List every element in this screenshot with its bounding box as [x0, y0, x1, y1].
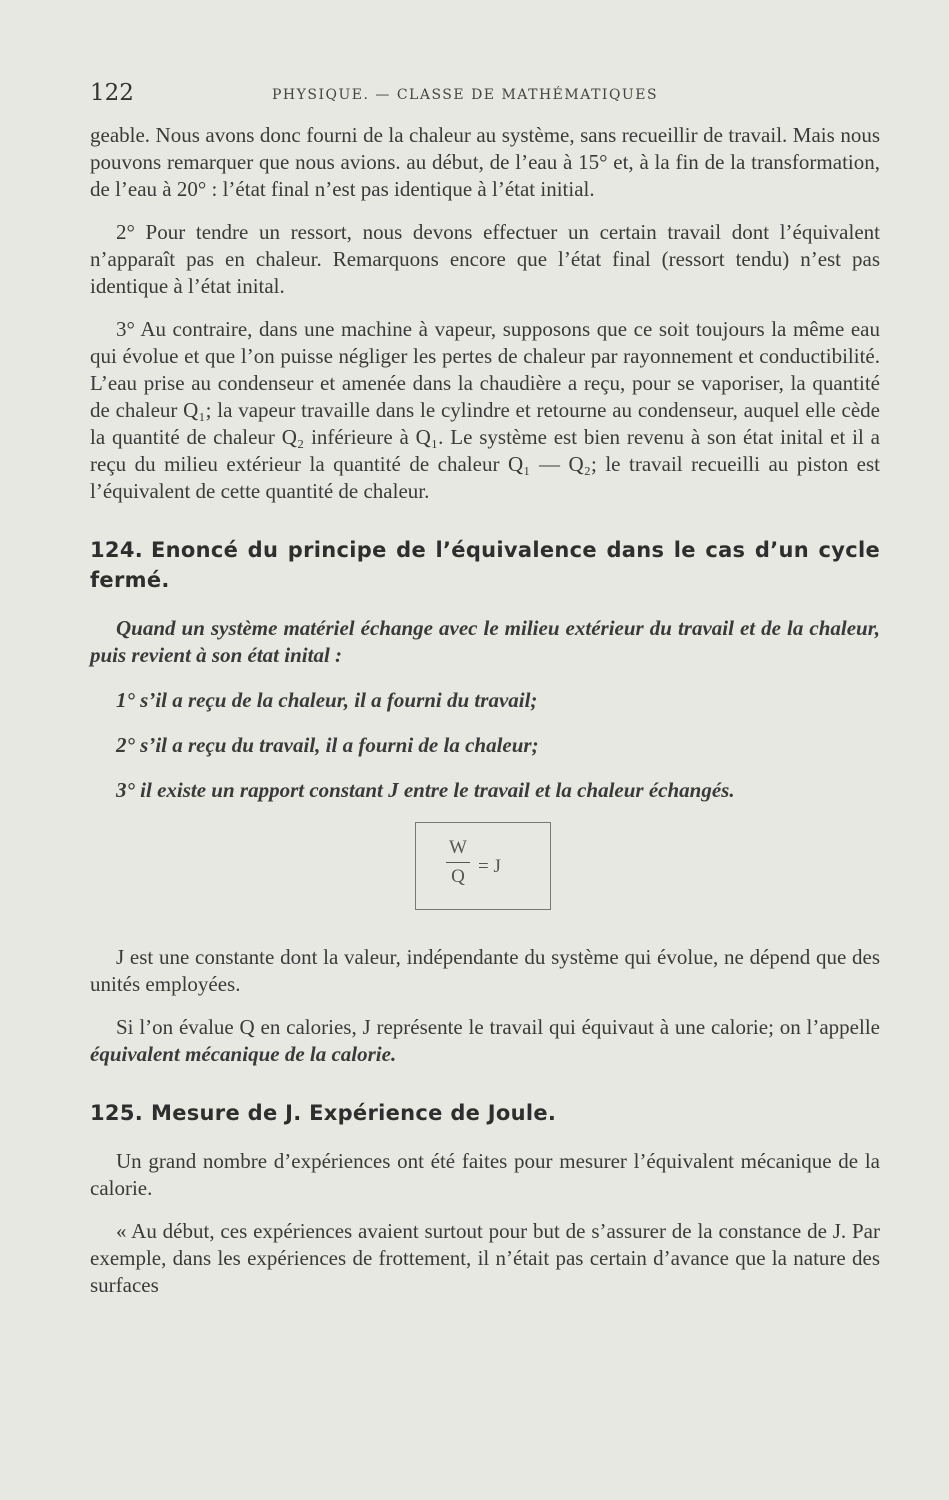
paragraph-ressort: 2° Pour tendre un ressort, nous devons effectuer un certain travail dont l’équivalent n’apparaît pas en chaleur. Remarquons encore que l’état final (ressort tendu) n’est pas identique à l’état inital.: [90, 220, 880, 298]
principle-item-1: 1° s’il a reçu de la chaleur, il a fourni du travail;: [116, 688, 538, 712]
section-125-number: 125.: [90, 1101, 144, 1125]
page-body: [90, 122, 880, 1315]
paragraph-experiences: Un grand nombre d’expériences ont été faites pour mesurer l’équivalent mécanique de la calorie.: [90, 1149, 880, 1200]
paragraph-machine-vapeur: 3° Au contraire, dans une machine à vapeur, supposons que ce soit toujours la même eau qui évolue et que l’on puisse négliger les pertes de chaleur par rayonnement et conductibilité. L’eau prise au condenseur et amenée dans la chaudière a reçu, pour se vaporiser, la quantité de chaleur Q₁; la vapeur travaille dans le cylindre et retourne au condenseur, auquel elle cède la quantité de chaleur Q₂ inférieure à Q₁. Le système est bien revenu à son état inital et il a reçu du milieu extérieur la quantité de chaleur Q₁ — Q₂; le travail recueilli au piston est l’équivalent de cette quantité de chaleur.: [90, 317, 880, 503]
fraction-numerator: W: [449, 837, 467, 858]
section-124-number: 124.: [90, 538, 144, 562]
running-title: PHYSIQUE. — CLASSE DE MATHÉMATIQUES: [272, 87, 659, 103]
paragraph-calorie: [90, 1014, 880, 1068]
section-125-heading: [90, 1098, 880, 1128]
principle-item-3: 3° il existe un rapport constant J entre le travail et la chaleur échangés.: [116, 778, 735, 802]
page-header: [90, 80, 880, 110]
section-124-heading: [90, 535, 880, 595]
paragraph-continuation: geable. Nous avons donc fourni de la chaleur au système, sans recueillir de travail. Mais nous pouvons remarquer que nous avions. au début, de l’eau à 15° et, à la fin de la transformation, de l’eau à 20° : l’état final n’est pas identique à l’état initial.: [90, 123, 880, 201]
section-125-title: Mesure de J. Expérience de Joule.: [151, 1101, 557, 1125]
principle-item-2: 2° s’il a reçu du travail, il a fourni de la chaleur;: [116, 733, 539, 757]
fraction-denominator: Q: [451, 866, 465, 887]
paragraph-calorie-text: Si l’on évalue Q en calories, J représente le travail qui équivaut à une calorie; on l’appelle: [116, 1015, 880, 1039]
fraction: [446, 837, 470, 888]
paragraph-quote: « Au début, ces expériences avaient surtout pour but de s’assurer de la constance de J. Par exemple, dans les expériences de frottement, il n’était pas certain d’avance que la nature des surfaces: [90, 1219, 880, 1297]
formula-area: [90, 822, 880, 918]
principle-statement: Quand un système matériel échange avec le milieu extérieur du travail et de la chaleur, puis revient à son état inital :: [90, 616, 880, 667]
page-number: 122: [90, 80, 134, 106]
paragraph-calorie-emphasis: équivalent mécanique de la calorie.: [90, 1042, 397, 1066]
formula-equals: = J: [478, 856, 501, 877]
paragraph-constant: J est une constante dont la valeur, indépendante du système qui évolue, ne dépend que des unités employées.: [90, 945, 880, 996]
fraction-bar: [446, 862, 470, 863]
section-124-title: Enoncé du principe de l’équivalence dans le cas d’un cycle fermé.: [90, 538, 880, 592]
formula-box: [415, 822, 551, 910]
